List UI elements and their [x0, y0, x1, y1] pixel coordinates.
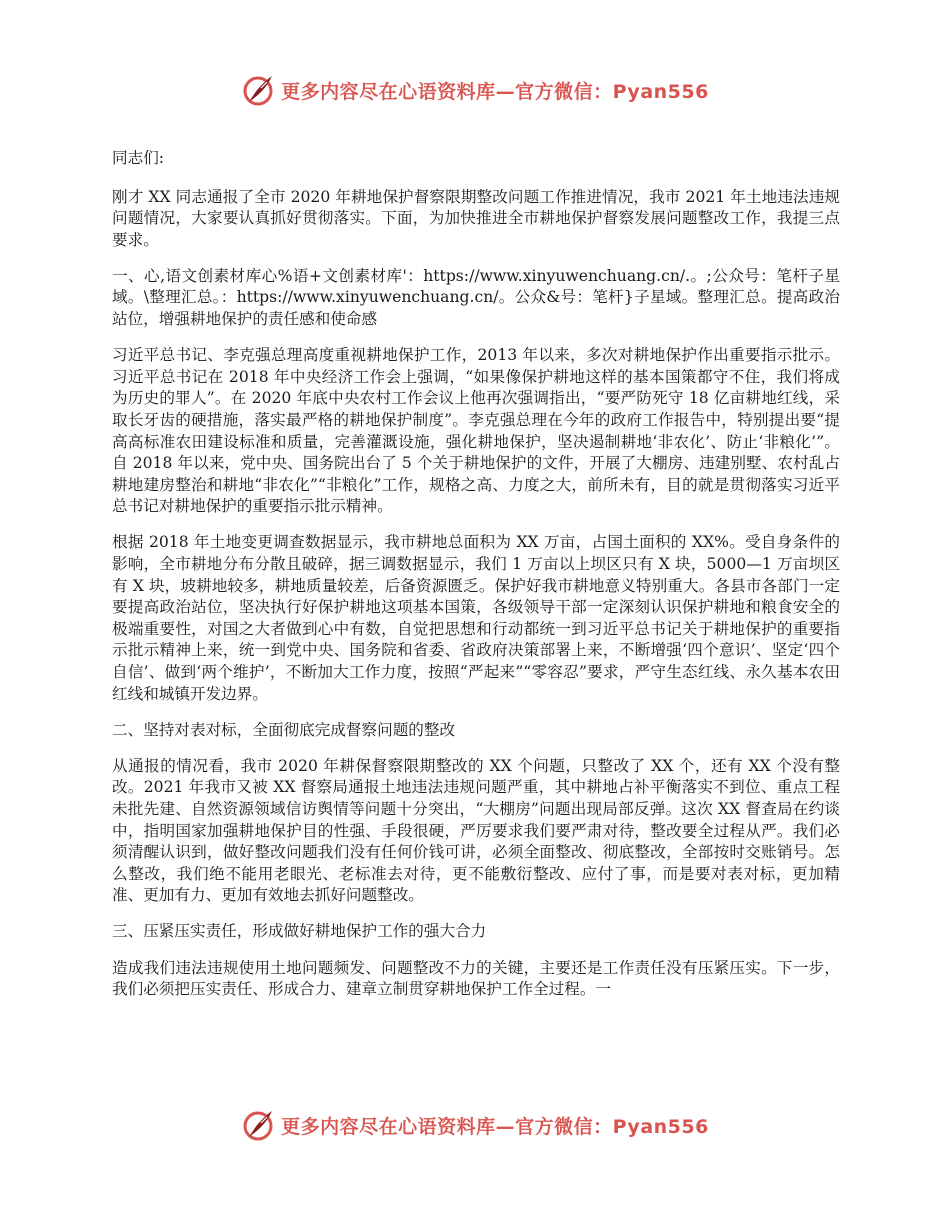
- greeting: 同志们:: [112, 149, 165, 167]
- header-banner: [0, 68, 950, 112]
- banner-text: 更多内容尽在心语资料库—官方微信：Pyan556: [281, 80, 709, 103]
- document-body: [112, 148, 840, 1015]
- section-heading-1: 一、心,语文创素材库心%语+文创素材库'：https://www.xinyuwenchuang.cn/.。;公众号：笔杆子星域。\整理汇总。：https://www.xinyuwenchuang.cn/。公众&号：笔杆}子星域。整理汇总。提高政治站位，增强耕地保护的责任感和使命感: [112, 266, 840, 329]
- footer-banner: [0, 1103, 950, 1147]
- quill-seal-icon: [241, 72, 277, 108]
- paragraph-intro: 刚才 XX 同志通报了全市 2020 年耕地保护督察限期整改问题工作推进情况，我市 2021 年土地违法违规问题情况，大家要认真抓好贯彻落实。下面，为加快推进全市耕地保护督察发展问题整改工作，我提三点要求。: [112, 187, 840, 249]
- section-heading-3: 三、压紧压实责任，形成做好耕地保护工作的强大合力: [112, 922, 487, 941]
- paragraph: 习近平总书记、李克强总理高度重视耕地保护工作，2013 年以来，多次对耕地保护作出重要指示批示。习近平总书记在 2018 年中央经济工作会上强调，“如果像保护耕地这样的基本国策都守不住，我们将成为历史的罪人”。在 2020 年底中央农村工作会议上他再次强调指出，“要严防死守 18 亿亩耕地红线，采取长牙齿的硬措施，落实最严格的耕地保护制度”。李克强总理在今年的政府工作报告中，特别提出要“提高高标准农田建设标准和质量，完善灌溉设施，强化耕地保护，坚决遏制耕地‘非农化’、防止‘非粮化’”。自 2018 年以来，党中央、国务院出台了 5 个关于耕地保护的文件，开展了大棚房、违建别墅、农村乱占耕地建房整治和耕地“非农化”“非粮化”工作，规格之高、力度之大，前所未有，目的就是贯彻落实习近平总书记对耕地保护的重要指示批示精神。: [112, 346, 840, 516]
- paragraph: 根据 2018 年土地变更调查数据显示，我市耕地总面积为 XX 万亩，占国土面积的 XX%。受自身条件的影响，全市耕地分布分散且破碎，据三调数据显示，我们 1 万亩以上坝区只有 X 块，5000—1 万亩坝区有 X 块，坡耕地较多，耕地质量较差，后备资源匮乏。保护好我市耕地意义特别重大。各县市各部门一定要提高政治站位，坚决执行好保护耕地这项基本国策，各级领导干部一定深刻认识保护耕地和粮食安全的极端重要性，对国之大者做到心中有数，自觉把思想和行动都统一到习近平总书记关于耕地保护的重要指示批示精神上来，统一到党中央、国务院和省委、省政府决策部署上来，不断增强‘四个意识’、坚定‘四个自信’、做到‘两个维护’，不断加大工作力度，按照“严起来”“零容忍”要求，严守生态红线、永久基本农田红线和城镇开发边界。: [112, 533, 840, 703]
- paragraph: 从通报的情况看，我市 2020 年耕保督察限期整改的 XX 个问题，只整改了 XX 个，还有 XX 个没有整改。2021 年我市又被 XX 督察局通报土地违法违规问题严重，其中耕地占补平衡落实不到位、重点工程未批先建、自然资源领域信访舆情等问题十分突出，“大棚房”问题出现局部反弹。这次 XX 督查局在约谈中，指明国家加强耕地保护目的性强、手段很硬，严厉要求我们要严肃对待，整改要全过程从严。我们必须清醒认识到，做好整改问题我们没有任何价钱可讲，必须全面整改、彻底整改，全部按时交账销号。怎么整改，我们绝不能用老眼光、老标准去对待，更不能敷衍整改、应付了事，而是要对表对标，更加精准、更加有力、更加有效地去抓好问题整改。: [112, 756, 840, 905]
- banner-text: 更多内容尽在心语资料库—官方微信：Pyan556: [281, 1115, 709, 1138]
- section-heading-2: 二、坚持对表对标，全面彻底完成督察问题的整改: [112, 720, 456, 739]
- quill-seal-icon: [241, 1107, 277, 1143]
- paragraph: 造成我们违法违规使用土地问题频发、问题整改不力的关键，主要还是工作责任没有压紧压实。下一步，我们必须把压实责任、形成合力、建章立制贯穿耕地保护工作全过程。一: [112, 958, 840, 999]
